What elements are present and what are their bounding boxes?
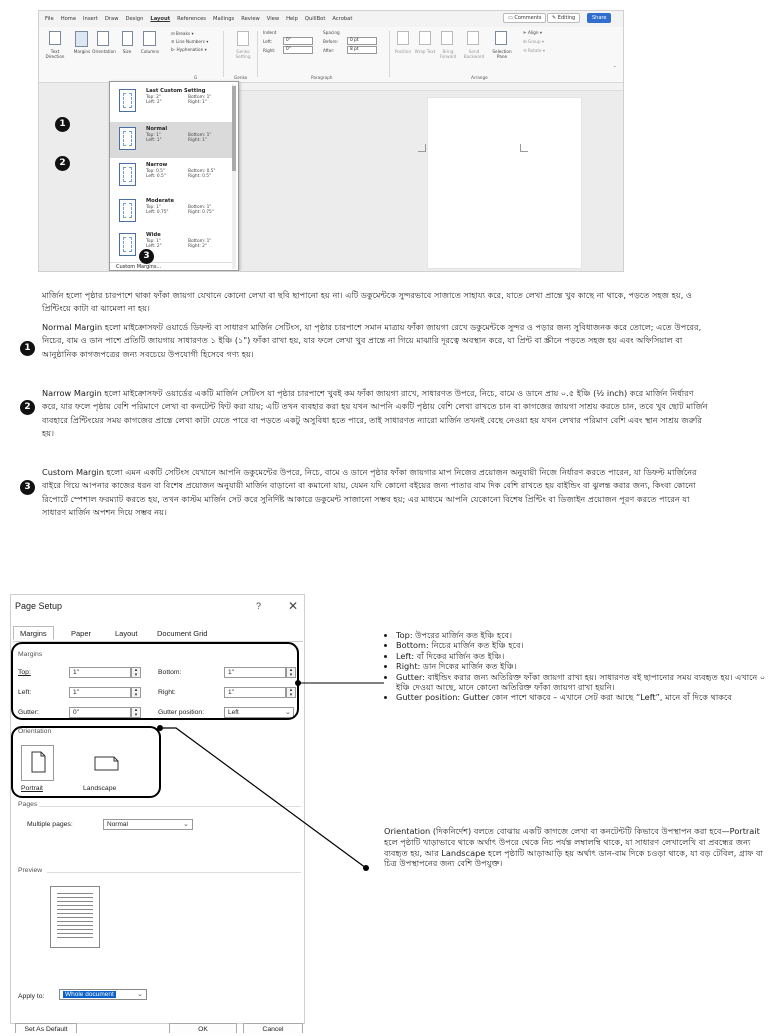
top-label: Top: [18, 669, 31, 676]
send-backward-label: Send Backward [463, 49, 485, 59]
custom-margins-item[interactable]: Custom Margins... [116, 264, 162, 270]
landscape-label: Landscape [83, 785, 117, 792]
option-bottom: Bottom: 0.5" [188, 169, 216, 174]
narrow-margin-paragraph: Narrow Margin হলো মাইক্রোসফট ওয়ার্ডের একটি মার্জিন সেটিংস যা পৃষ্ঠার চারপাশে খুবই কম ফাঁকা জায়গা রাখে, সাধারণত উপরে, নিচে, বামে ও ডানে প্রায় ০.৫ ইঞ্চি (½ inch) করে মার্জিন নির্ধারণ করে, যার ফলে পৃষ্ঠায় বেশি পরিমাণে লেখা বা কনটেন্ট ফিট করা যায়; এটি তখন ব্যবহার করা হয় যখন আপনি একটি পৃষ্ঠায় বেশি লেখা রাখতে চান বা কাগজের জায়গা সাশ্রয় করতে চান, তবে খুব ছোট মার্জিন ব্যবহারে প্রিন্টিংয়ের সময় কাগজের প্রান্তে লেখা কাটা যেতে পারে বা পড়তে একটু অসুবিধা হতে পারে, তাই সাধারণত ন্যারো মার্জিন তখনই বেছে নেওয়া হয় যখন লেখার পরিমাণ বেশি এবং স্থান সাশ্রয় জরুরি হয়। [42, 388, 708, 438]
badge-1: 1 [20, 341, 35, 356]
option-top: Top: 1" [146, 239, 161, 244]
badge-2: 2 [55, 156, 70, 171]
right-margin-spinner[interactable]: ▴ ▾ [286, 687, 296, 698]
indent-right-label: Right: [263, 48, 276, 53]
tab-margins[interactable]: Margins [13, 626, 54, 640]
option-name: Last Custom Setting [146, 88, 206, 94]
spacing-before-label: Before: [323, 39, 339, 44]
genko-setting-label: Genko Setting [235, 49, 251, 59]
right-label: Right: [158, 689, 176, 696]
bottom-label: Bottom: [158, 669, 182, 676]
option-right: Right: 0.5" [188, 174, 211, 180]
option-name: Narrow [146, 162, 168, 168]
bottom-margin-input[interactable]: 1" [224, 667, 286, 678]
margins-label: Margins [73, 49, 91, 54]
connector-dot [363, 865, 369, 871]
option-left: Left: 0.75" [146, 210, 169, 216]
menu-layout[interactable]: Layout [150, 16, 171, 22]
size-label: Size [122, 49, 132, 54]
note-bottom: • Bottom: নিচের মার্জিন কত ইঞ্চি হবে। [396, 640, 768, 650]
note-left: • Left: বাঁ দিকের মার্জিন কত ইঞ্চি। [396, 651, 768, 661]
normal-margin-paragraph: Normal Margin হলো মাইক্রোসফট ওয়ার্ডে ডিফল্ট বা সাধারণ মার্জিন সেটিংস, যা পৃষ্ঠার চারপাশে সমান মাত্রায় ফাঁকা জায়গা রেখে ডকুমেন্টকে সুন্দর ও পড়ার জন্য সুবিধাজনক করে তোলে; এতে উপরের, নিচের, বাম ও ডান পাশে প্রতিটি জায়গায় সাধারণত ১ ইঞ্চি (১") ফাঁকা রাখা হয়, যার ফলে লেখা খুব প্রান্তে না গিয়ে মাঝারি দূরত্বে অবস্থান করে, যা প্রিন্ট বা স্ক্রীনে পড়তে সহজ হয় এবং অফিসিয়াল বা আনুষ্ঠানিক কাগজপত্রের জন্য সবচেয়ে উপযোগী হিসেবে গণ্য হয়। [42, 322, 702, 359]
chevron-down-icon[interactable]: ⌄ [183, 821, 189, 828]
option-name: Normal [146, 126, 168, 132]
ok-button[interactable]: OK [169, 1023, 237, 1033]
menu-mailings[interactable]: Mailings [212, 16, 235, 22]
rotate-label: Rotate [527, 48, 542, 53]
intro-paragraph: মার্জিন হলো পৃষ্ঠার চারপাশে থাকা ফাঁকা জায়গা যেখানে কোনো লেখা বা ছবি ছাপানো হয় না। এটি ডকুমেন্টকে সুন্দরভাবে সাজাতে সাহায্য করে, যাতে লেখা প্রান্তে খুব কাছে না থাকে, পড়তে সহজ হয়, ও প্রিন্টিংয়ে কাটা বা ঝামেলা না হয়। [42, 290, 692, 314]
multiple-pages-select[interactable]: Normal [103, 819, 193, 830]
help-icon[interactable]: ? [256, 601, 262, 611]
option-top: Top: 0.5" [146, 169, 165, 174]
align-icon: ⊫ [523, 30, 528, 35]
pages-section-label: Pages [18, 801, 38, 808]
menu-acrobat[interactable]: Acrobat [332, 16, 353, 22]
note-right: • Right: ডান দিকের মার্জিন কত ইঞ্চি। [396, 661, 768, 671]
margins-highlight-box [12, 643, 298, 719]
indent-left-label: Left: [263, 39, 273, 44]
group-arrange-label: Arrange [471, 75, 488, 80]
wrap-text-label: Wrap Text [414, 49, 436, 54]
menu-home[interactable]: Home [60, 16, 77, 22]
spacing-label: Spacing [323, 30, 340, 35]
option-name: Moderate [146, 198, 175, 204]
bottom-margin-spinner[interactable]: ▴ ▾ [286, 667, 296, 678]
gutter-position-label: Gutter position: [158, 709, 205, 716]
orientation-note: Orientation (দিকনির্দেশ) বলতে বোঝায় একটি কাগজে লেখা বা কনটেন্টটি কিভাবে উপস্থাপন করা হবে—Portrait হলে পৃষ্ঠাটি খাড়াভাবে থাকে অর্থাৎ উপরে থেকে নিচ পর্যন্ত লম্বালম্বি থাকে, যা সাধারণ লেখালেখি বা প্রবন্ধের জন্য ব্যবহৃত হয়, আর Landscape হলে পৃষ্ঠাটি আড়াআড়ি হয় অর্থাৎ ডান-বাম দিকে চওড়া থাকে, যা বড় টেবিল, গ্রাফ বা চিত্র উপস্থাপনের জন্য বেশি উপযুক্ত। [384, 826, 763, 869]
comment-icon: ▭ [508, 15, 515, 21]
menu-draw[interactable]: Draw [104, 16, 119, 22]
orientation-connector [160, 728, 366, 868]
badge-1: 1 [55, 117, 70, 132]
tab-layout[interactable]: Layout [115, 629, 138, 638]
breaks-label: Breaks [175, 31, 191, 36]
connector-dot [295, 680, 301, 686]
right-margin-input[interactable]: 1" [224, 687, 286, 698]
menu-design[interactable]: Design [125, 16, 144, 22]
option-left: Left: 2" [146, 100, 162, 106]
hyphenation-icon: b- [171, 47, 177, 52]
breaks-button[interactable]: ⊟ Breaks ▾ [171, 31, 194, 36]
position-label: Position [394, 49, 412, 54]
option-top: Top: 1" [146, 133, 161, 138]
custom-margin-paragraph: Custom Margin হলো এমন একটি সেটিংস যেখানে আপনি ডকুমেন্টের উপরে, নিচে, বামে ও ডানে পৃষ্ঠার ফাঁকা জায়গার মাপ নিজের প্রয়োজন অনুযায়ী নিজে নির্ধারণ করতে পারেন, যা ডিফল্ট মার্জিনের বাইরে গিয়ে আপনার কাজের ধরন বা বিশেষ প্রয়োজন অনুযায়ী মার্জিন বাড়ানো বা কমানো যায়, যেমন যদি কোনো বইয়ের জন্য পাতার বাম দিক বেশি রাখতে হয় বাইন্ডিং বা ঝুলন্ত করার জন্য, কিংবা কোনো রিপোর্টে স্পেশাল ফরম্যাট করতে হয়, তখন কাস্টম মার্জিন সেট করে সুনির্দিষ্ট আকারে ডকুমেন্ট সাজানো সম্ভব হয়; এর মাধ্যমে আপনি যেকোনো বিশেষ প্রিন্টিং বা ডিজাইন প্রয়োজন পূরণ করতে পারেন যা সাধারণ মার্জিন অপশন দিয়ে সম্ভব নয়। [42, 467, 697, 517]
option-top: Top: 2" [146, 95, 161, 100]
option-right: Right: 1" [188, 138, 207, 144]
group-icon: ⊞ [523, 39, 528, 44]
gutter-spinner[interactable]: ▴ ▾ [131, 707, 141, 718]
top-margin-input[interactable]: 1" [69, 667, 131, 678]
line-numbers-icon: ≡ [171, 39, 176, 44]
orientation-highlight-box [12, 727, 160, 797]
cancel-button[interactable]: Cancel [243, 1023, 303, 1033]
margins-section-label: Margins [18, 651, 43, 658]
rotate-button[interactable]: ⟲ Rotate ▾ [523, 48, 545, 53]
menu-file[interactable]: File [45, 16, 54, 22]
badge-2: 2 [20, 400, 35, 415]
breaks-icon: ⊟ [171, 31, 176, 36]
portrait-label: Portrait [21, 785, 43, 792]
spacing-after-input[interactable]: 8 pt [347, 46, 377, 54]
gutter-label: Gutter: [18, 709, 39, 716]
indent-left-input[interactable]: 0" [283, 37, 313, 45]
group-btn-label: Group [527, 39, 541, 44]
left-margin-spinner[interactable]: ▴ ▾ [131, 687, 141, 698]
gutter-input[interactable]: 0" [69, 707, 131, 718]
spacing-before-input[interactable]: 0 pt [347, 37, 377, 45]
columns-label: Columns [140, 49, 160, 54]
menu-insert[interactable]: Insert [83, 16, 98, 22]
close-icon[interactable]: ✕ [288, 599, 299, 613]
rotate-icon: ⟲ [523, 48, 528, 53]
orientation-section-label: Orientation [18, 728, 52, 735]
text-direction-label: Text Direction [45, 49, 65, 59]
menu-quillbot[interactable]: QuillBot [304, 16, 326, 22]
hyphenation-label: Hyphenation [176, 47, 204, 52]
set-as-default-button[interactable]: Set As Default [15, 1023, 77, 1033]
option-left: Left: 0.5" [146, 174, 166, 180]
option-right: Right: 2" [188, 244, 207, 250]
tab-document-grid[interactable]: Document Grid [157, 629, 208, 638]
line-numbers-label: Line Numbers [175, 39, 205, 44]
menu-help[interactable]: Help [286, 16, 298, 22]
orientation-label: Orientation [92, 49, 116, 54]
indent-right-input[interactable]: 0" [283, 46, 313, 54]
chevron-down-icon[interactable]: ⌄ [137, 991, 143, 998]
comments-label: Comments [514, 15, 542, 21]
margin-notes-list [384, 630, 768, 703]
hyphenation-button[interactable]: b- Hyphenation ▾ [171, 47, 207, 52]
gutter-position-select[interactable]: Left [224, 707, 294, 718]
option-left: Left: 1" [146, 138, 162, 144]
note-gutter: • Gutter: বাইন্ডিং করার জন্য অতিরিক্ত ফাঁকা জায়গা রাখা হয়। সাধারণত বই ছাপানোর সময় ব্যবহৃত হয়। এখানে ০ ইঞ্চি দেওয়া আছে, মানে কোনো অতিরিক্ত ফাঁকা জায়গা রাখা হয়নি। [396, 672, 768, 693]
option-left: Left: 2" [146, 244, 162, 250]
option-name: Wide [146, 232, 161, 238]
chevron-down-icon[interactable]: ⌄ [285, 709, 291, 716]
apply-to-value: Whole document [65, 991, 114, 998]
dialog-title: Page Setup [15, 601, 63, 611]
option-bottom: Bottom: 1" [188, 205, 212, 210]
badge-3: 3 [20, 480, 35, 495]
group-paragraph-label: Paragraph [311, 75, 333, 80]
menu-review[interactable]: Review [241, 16, 260, 22]
note-gutter-position: • Gutter position: Gutter কোন পাশে থাকবে – এখানে সেট করা আছে “Left”, মানে বাঁ দিকে থাকবে [396, 692, 768, 702]
top-margin-spinner[interactable]: ▴ ▾ [131, 667, 141, 678]
collapse-ribbon-icon[interactable]: ⌄ [613, 63, 617, 68]
option-bottom: Bottom: 1" [188, 239, 212, 244]
align-label: Align [527, 30, 539, 35]
selection-pane-label: Selection Pane [492, 49, 512, 59]
badge-3: 3 [139, 249, 154, 264]
group-page-setup-label: G [194, 75, 198, 80]
option-right: Right: 1" [188, 100, 207, 106]
connector-dot [157, 725, 163, 731]
group-genko-label: Genko [234, 75, 248, 80]
spacing-after-label: After: [323, 48, 335, 53]
option-bottom: Bottom: 1" [188, 133, 212, 138]
left-label: Left: [18, 689, 32, 696]
option-top: Top: 1" [146, 205, 161, 210]
multiple-pages-label: Multiple pages: [27, 821, 73, 828]
preview-section-label: Preview [18, 867, 43, 874]
option-bottom: Bottom: 1" [188, 95, 212, 100]
tab-paper[interactable]: Paper [71, 629, 92, 638]
bring-forward-label: Bring Forward [439, 49, 457, 59]
group-button[interactable]: ⊞ Group ▾ [523, 39, 545, 44]
indent-label: Indent [263, 30, 277, 35]
note-top: • Top: উপরের মার্জিন কত ইঞ্চি হবে। [396, 630, 768, 640]
menu-view[interactable]: View [266, 16, 280, 22]
editing-label: Editing [557, 15, 576, 21]
pencil-icon: ✎ [552, 15, 558, 21]
apply-to-label: Apply to: [18, 993, 45, 1000]
left-margin-input[interactable]: 1" [69, 687, 131, 698]
line-numbers-button[interactable]: ≡ Line Numbers ▾ [171, 39, 209, 44]
align-button[interactable]: ⊫ Align ▾ [523, 30, 542, 35]
option-right: Right: 0.75" [188, 210, 214, 216]
share-label: Share [592, 15, 607, 21]
menu-references[interactable]: References [177, 16, 206, 22]
